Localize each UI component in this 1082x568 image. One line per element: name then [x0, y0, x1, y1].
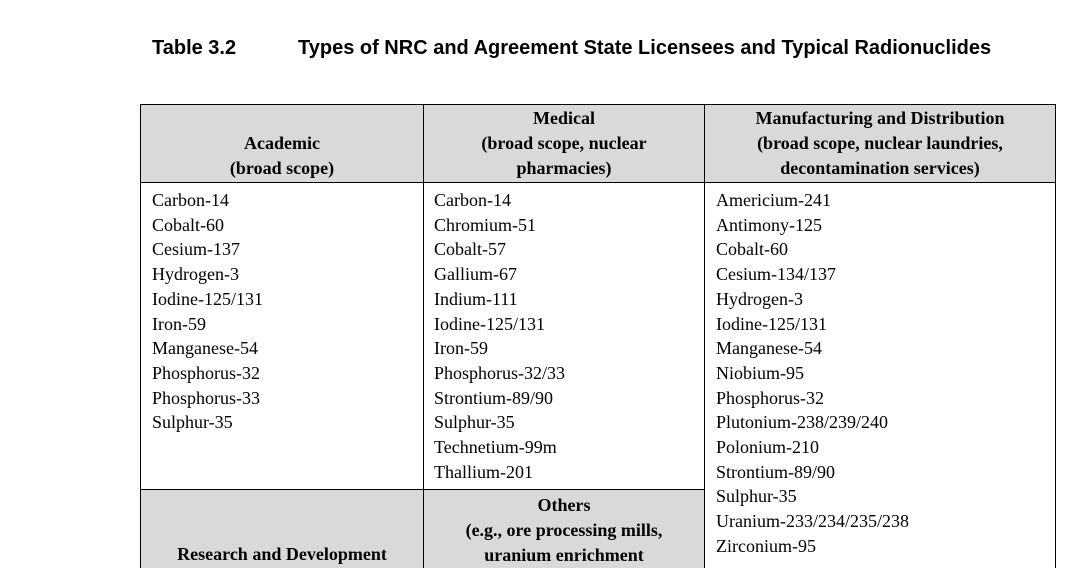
list-item: Thallium-201: [434, 461, 533, 482]
list-item: Strontium-89/90: [434, 387, 554, 408]
header-research: [141, 490, 423, 568]
header-medical: [424, 105, 704, 182]
list-academic: [152, 188, 263, 435]
list-item: Iron-59: [434, 338, 488, 359]
header-medical-line-3: pharmacies): [516, 158, 612, 178]
list-item: Sulphur-35: [152, 412, 233, 433]
list-item: Cesium-134/137: [716, 264, 836, 285]
list-item: Uranium-233/234/235/238: [716, 511, 909, 532]
list-item: Plutonium-238/239/240: [716, 412, 889, 433]
list-item: Phosphorus-32: [716, 387, 825, 408]
list-item: Strontium-89/90: [716, 461, 836, 482]
list-manufacturing: [716, 188, 909, 559]
header-academic-line-2: (broad scope): [229, 158, 335, 178]
list-medical: [434, 188, 565, 484]
header-others-line-1: Others: [537, 495, 591, 515]
list-item: Phosphorus-33: [152, 387, 261, 408]
header-medical-text: [481, 106, 646, 182]
list-item: Gallium-67: [434, 264, 517, 285]
list-item: Carbon-14: [434, 190, 511, 210]
header-manufacturing: [705, 105, 1055, 182]
list-item: Manganese-54: [152, 338, 258, 359]
table-right-border: [1055, 104, 1056, 568]
list-item: Antimony-125: [716, 214, 822, 235]
header-others-text: [466, 490, 663, 568]
list-item: Zirconium-95: [716, 535, 816, 556]
table-title: Types of NRC and Agreement State Licensees and Typical Radionuclides: [298, 37, 992, 59]
list-item: Phosphorus-32: [152, 362, 261, 383]
list-item: Iodine-125/131: [716, 313, 827, 334]
header-medical-line-1: Medical: [533, 108, 595, 128]
list-item: Hydrogen-3: [152, 264, 239, 285]
table-left-border: [140, 104, 141, 568]
list-item: Hydrogen-3: [716, 288, 803, 309]
header-academic-text: [230, 131, 334, 182]
header-manufacturing-line-3: decontamination services): [780, 158, 980, 178]
list-item: Cobalt-57: [434, 239, 506, 260]
table-top-border: [140, 104, 1056, 105]
list-item: Phosphorus-32/33: [434, 362, 566, 383]
table-number: Table 3.2: [152, 37, 237, 59]
header-others-line-2: (e.g., ore processing mills,: [465, 520, 663, 540]
header-bottom-border: [140, 182, 1056, 183]
list-item: Manganese-54: [716, 338, 822, 359]
header-others-line-3: uranium enrichment: [484, 545, 644, 565]
list-item: Cobalt-60: [152, 214, 224, 235]
header-manufacturing-line-1: Manufacturing and Distribution: [755, 108, 1005, 128]
list-item: Indium-111: [434, 288, 518, 309]
header-manufacturing-line-2: (broad scope, nuclear laundries,: [757, 133, 1003, 153]
header-research-text: [177, 490, 387, 567]
list-item: Iodine-125/131: [434, 313, 545, 334]
column-divider-2: [704, 104, 705, 568]
list-item: Carbon-14: [152, 190, 229, 210]
header-others: [424, 490, 704, 568]
list-item: Polonium-210: [716, 437, 820, 458]
header-academic: [141, 105, 423, 182]
header-manufacturing-text: [755, 106, 1004, 182]
column-divider-1: [423, 104, 424, 568]
header-medical-line-2: (broad scope, nuclear: [481, 133, 647, 153]
list-item: Niobium-95: [716, 362, 804, 383]
list-item: Technetium-99m: [434, 437, 557, 458]
header-research-line-1: Research and Development: [177, 544, 387, 564]
list-item: Iron-59: [152, 313, 206, 334]
list-item: Iodine-125/131: [152, 288, 263, 309]
list-item: Cobalt-60: [716, 239, 788, 260]
list-item: Chromium-51: [434, 214, 536, 235]
list-item: Sulphur-35: [434, 412, 515, 433]
list-item: Americium-241: [716, 190, 831, 210]
header-academic-line-1: Academic: [244, 133, 320, 153]
list-item: Cesium-137: [152, 239, 240, 260]
list-item: Sulphur-35: [716, 486, 797, 507]
